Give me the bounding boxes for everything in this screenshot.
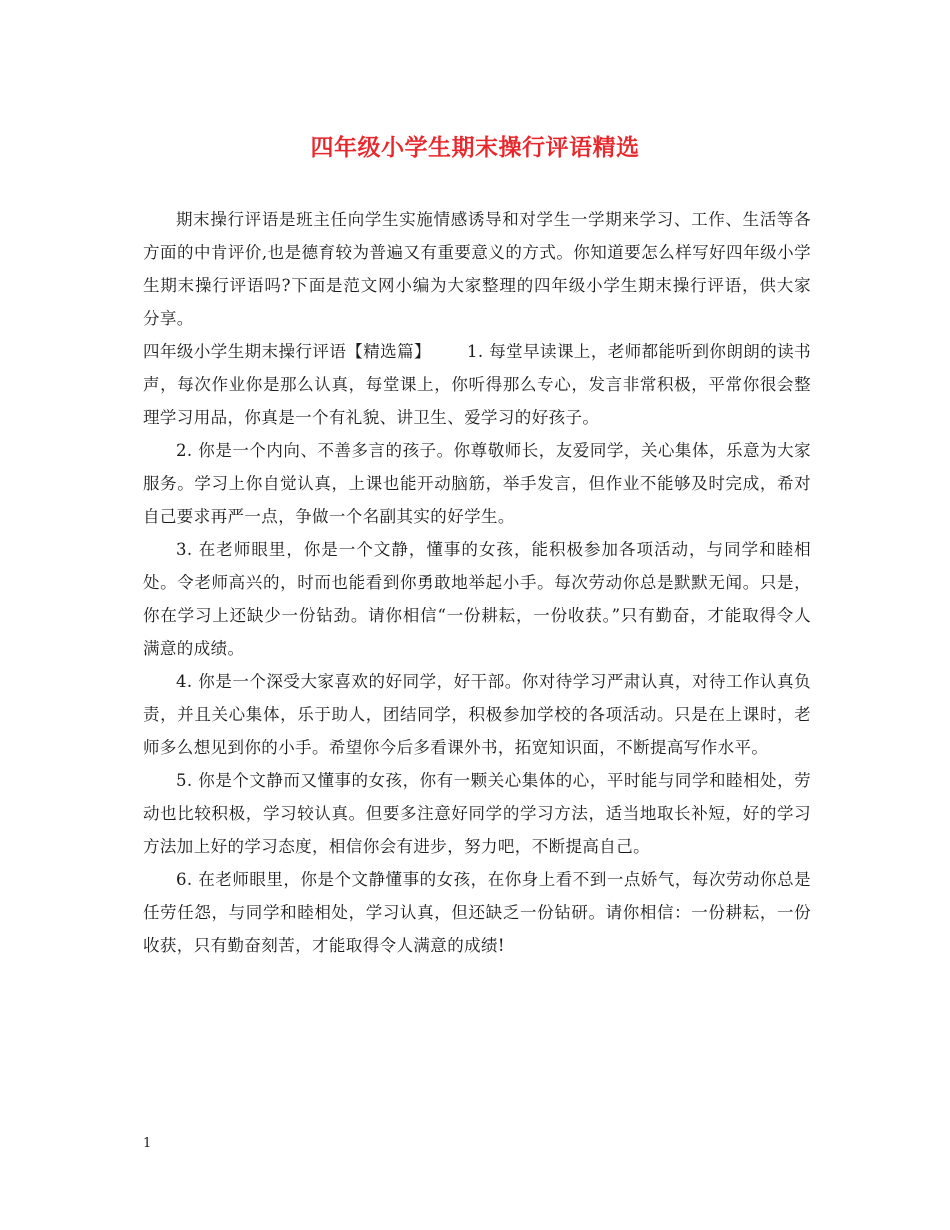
comment-item-3: 3. 在老师眼里，你是一个文静，懂事的女孩，能积极参加各项活动，与同学和睦相处。令老师高兴的，时而也能看到你勇敢地举起小手。每次劳动你总是默默无闻。只是，你在学习上还缺少一份钻劲。请你相信“一份耕耘，一份收获。”只有勤奋，才能取得令人满意的成绩。: [143, 540, 811, 658]
comment-item-4: 4. 你是一个深受大家喜欢的好同学，好干部。你对待学习严肃认真，对待工作认真负责，并且关心集体，乐于助人，团结同学，积极参加学校的各项活动。只是在上课时，老师多么想见到你的小手。希望你今后多看课外书，拓宽知识面，不断提高写作水平。: [143, 672, 811, 757]
comment-item-5: 5. 你是个文静而又懂事的女孩，你有一颗关心集体的心，平时能与同学和睦相处，劳动也比较积极，学习较认真。但要多注意好同学的学习方法，适当地取长补短，好的学习方法加上好的学习态度，相信你会有进步，努力吧，不断提高自己。: [143, 771, 811, 856]
comment-item-6: 6. 在老师眼里，你是个文静懂事的女孩，在你身上看不到一点娇气，每次劳动你总是任劳任怨，与同学和睦相处，学习认真，但还缺乏一份钻研。请你相信：一份耕耘，一份收获，只有勤奋刻苦，才能取得令人满意的成绩!: [143, 870, 811, 955]
comment-item-2: 2. 你是一个内向、不善多言的孩子。你尊敬师长，友爱同学，关心集体，乐意为大家服务。学习上你自觉认真，上课也能开动脑筋，举手发言，但作业不能够及时完成，希对自己要求再严一点，争做一个名副其实的好学生。: [143, 441, 811, 526]
document-body: [143, 203, 811, 962]
document-title: 四年级小学生期末操行评语精选: [310, 134, 640, 161]
intro-paragraph: 期末操行评语是班主任向学生实施情感诱导和对学生一学期来学习、工作、生活等各方面的中肯评价,也是德育较为普遍又有重要意义的方式。你知道要怎么样写好四年级小学生期末操行评语吗?下面是范文网小编为大家整理的四年级小学生期末操行评语，供大家分享。: [143, 210, 811, 328]
section-heading: 四年级小学生期末操行评语【精选篇】: [143, 342, 431, 361]
page-number: 1: [143, 1136, 152, 1151]
comment-item-1: 1. 每堂早读课上，老师都能听到你朗朗的读书声，每次作业你是那么认真，每堂课上，你听得那么专心，发言非常积极，平常你很会整理学习用品，你真是一个有礼貌、讲卫生、爱学习的好孩子。: [143, 342, 811, 427]
section-paragraph: [143, 335, 811, 434]
